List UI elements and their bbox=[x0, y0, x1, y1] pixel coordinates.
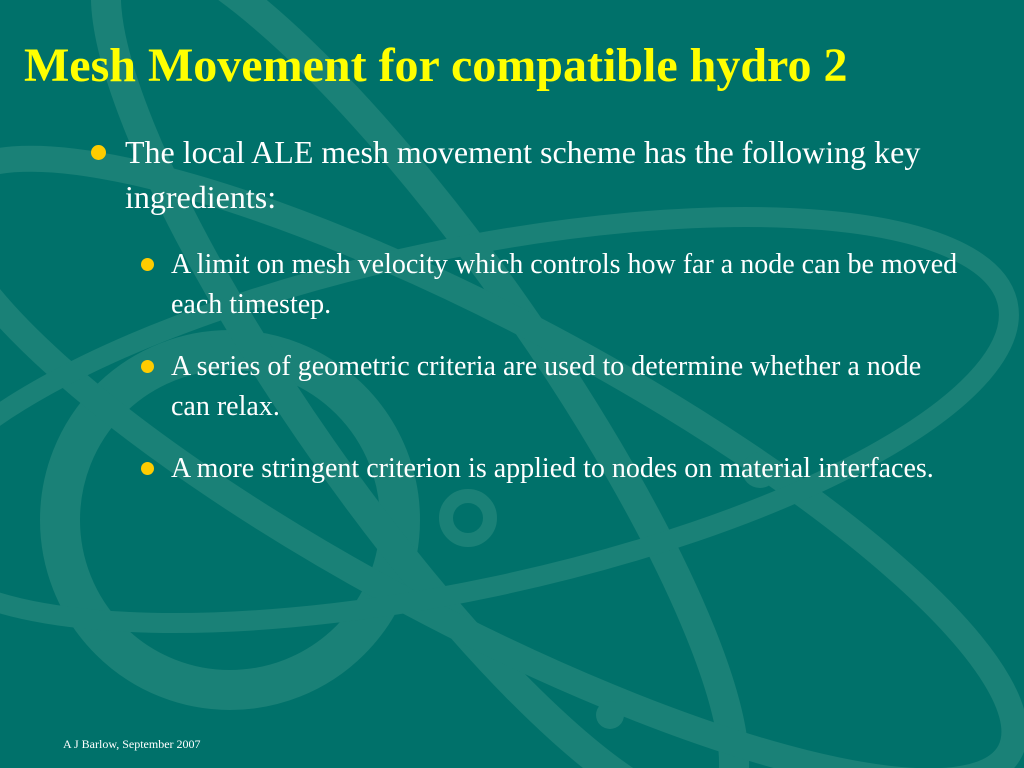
bullet-item-level-2 bbox=[171, 449, 961, 489]
slide-footer: A J Barlow, September 2007 bbox=[63, 737, 201, 751]
bullet-item-level-2 bbox=[171, 347, 961, 427]
bullet-icon bbox=[91, 145, 106, 160]
bullet-item-level-1 bbox=[125, 130, 925, 220]
bullet-item-level-2 bbox=[171, 245, 961, 325]
bullet-text: A limit on mesh velocity which controls how far a node can be moved each timestep. bbox=[171, 249, 958, 320]
bullet-icon bbox=[141, 258, 154, 271]
bullet-text: A more stringent criterion is applied to nodes on material interfaces. bbox=[171, 453, 934, 484]
bullet-text: A series of geometric criteria are used to determine whether a node can relax. bbox=[171, 351, 922, 422]
slide-title: Mesh Movement for compatible hydro 2 bbox=[24, 39, 848, 92]
bullet-text: The local ALE mesh movement scheme has the following key ingredients: bbox=[125, 134, 921, 215]
bullet-icon bbox=[141, 462, 154, 475]
bullet-icon bbox=[141, 360, 154, 373]
